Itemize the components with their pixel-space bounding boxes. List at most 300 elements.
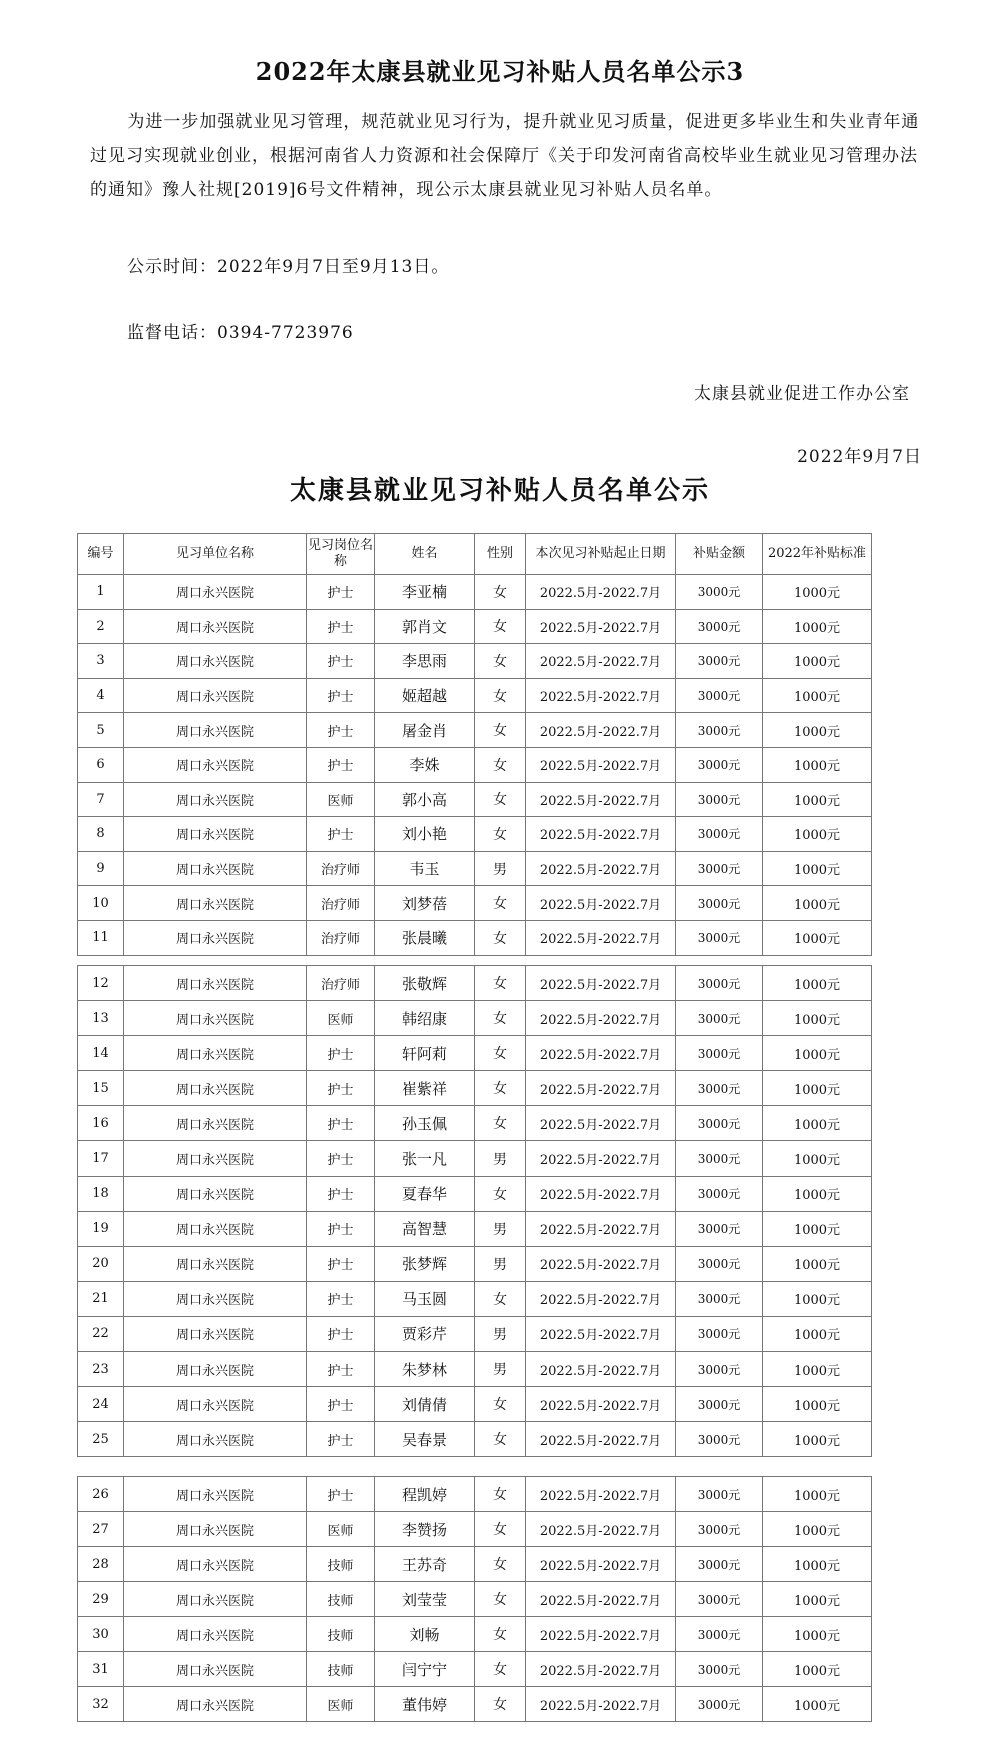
table-row (78, 1652, 872, 1687)
cell-amount: 3000元 (676, 851, 763, 886)
cell-amount: 3000元 (676, 1387, 763, 1422)
cell-unit: 周口永兴医院 (124, 1141, 307, 1176)
table-row (78, 1477, 872, 1512)
header-position: 见习岗位名称 (307, 534, 375, 575)
cell-position: 护士 (307, 1316, 375, 1351)
table-row (78, 1422, 872, 1457)
header-unit: 见习单位名称 (124, 534, 307, 575)
cell-position: 护士 (307, 1106, 375, 1141)
cell-gender: 女 (475, 713, 526, 748)
cell-number: 24 (78, 1387, 124, 1422)
cell-number: 29 (78, 1582, 124, 1617)
cell-amount: 3000元 (676, 1582, 763, 1617)
cell-amount: 3000元 (676, 575, 763, 610)
table-row (78, 1617, 872, 1652)
table-row (78, 1211, 872, 1246)
cell-period: 2022.5月-2022.7月 (526, 1211, 676, 1246)
cell-name: 李赞扬 (375, 1512, 475, 1547)
cell-period: 2022.5月-2022.7月 (526, 920, 676, 955)
cell-gender: 女 (475, 1071, 526, 1106)
cell-number: 14 (78, 1036, 124, 1071)
cell-standard: 1000元 (763, 678, 872, 713)
table-row (78, 1001, 872, 1036)
cell-standard: 1000元 (763, 1617, 872, 1652)
cell-standard: 1000元 (763, 575, 872, 610)
cell-period: 2022.5月-2022.7月 (526, 1106, 676, 1141)
cell-period: 2022.5月-2022.7月 (526, 575, 676, 610)
cell-period: 2022.5月-2022.7月 (526, 1477, 676, 1512)
cell-gender: 女 (475, 1547, 526, 1582)
cell-gender: 女 (475, 966, 526, 1001)
cell-position: 护士 (307, 609, 375, 644)
cell-standard: 1000元 (763, 1422, 872, 1457)
notice-title: 2022年太康县就业见习补贴人员名单公示3 (255, 57, 745, 86)
cell-position: 医师 (307, 1512, 375, 1547)
cell-standard: 1000元 (763, 1211, 872, 1246)
cell-period: 2022.5月-2022.7月 (526, 1617, 676, 1652)
table-row (78, 575, 872, 610)
cell-period: 2022.5月-2022.7月 (526, 1422, 676, 1457)
cell-period: 2022.5月-2022.7月 (526, 1652, 676, 1687)
table-row (78, 1141, 872, 1176)
cell-position: 护士 (307, 1281, 375, 1316)
cell-unit: 周口永兴医院 (124, 817, 307, 852)
table-row (78, 1071, 872, 1106)
cell-number: 17 (78, 1141, 124, 1176)
cell-standard: 1000元 (763, 1352, 872, 1387)
cell-gender: 女 (475, 747, 526, 782)
cell-number: 13 (78, 1001, 124, 1036)
notice-intro: 为进一步加强就业见习管理，规范就业见习行为，提升就业见习质量，促进更多毕业生和失业青年通过见习实现就业创业，根据河南省人力资源和社会保障厅《关于印发河南省高校毕业生就业见习管理办法的通知》豫人社规[2019]6号文件精神，现公示太康县就业见习补贴人员名单。 (90, 112, 920, 200)
cell-period: 2022.5月-2022.7月 (526, 886, 676, 921)
cell-number: 22 (78, 1316, 124, 1351)
cell-name: 刘小艳 (375, 817, 475, 852)
cell-name: 刘畅 (375, 1617, 475, 1652)
cell-position: 护士 (307, 1422, 375, 1457)
cell-period: 2022.5月-2022.7月 (526, 1582, 676, 1617)
table-row (78, 886, 872, 921)
cell-unit: 周口永兴医院 (124, 1211, 307, 1246)
table-row (78, 1246, 872, 1281)
cell-position: 技师 (307, 1652, 375, 1687)
cell-position: 护士 (307, 678, 375, 713)
cell-number: 6 (78, 747, 124, 782)
cell-unit: 周口永兴医院 (124, 575, 307, 610)
cell-gender: 女 (475, 1512, 526, 1547)
cell-gender: 男 (475, 1211, 526, 1246)
table-row (78, 851, 872, 886)
cell-period: 2022.5月-2022.7月 (526, 678, 676, 713)
cell-period: 2022.5月-2022.7月 (526, 1387, 676, 1422)
table-row (78, 1176, 872, 1211)
cell-position: 技师 (307, 1547, 375, 1582)
cell-amount: 3000元 (676, 1211, 763, 1246)
cell-name: 张梦辉 (375, 1246, 475, 1281)
cell-amount: 3000元 (676, 920, 763, 955)
cell-unit: 周口永兴医院 (124, 1001, 307, 1036)
cell-gender: 女 (475, 1387, 526, 1422)
cell-standard: 1000元 (763, 1071, 872, 1106)
cell-unit: 周口永兴医院 (124, 1281, 307, 1316)
cell-amount: 3000元 (676, 817, 763, 852)
cell-position: 治疗师 (307, 851, 375, 886)
cell-amount: 3000元 (676, 1352, 763, 1387)
cell-position: 护士 (307, 1036, 375, 1071)
cell-number: 21 (78, 1281, 124, 1316)
table-row (78, 644, 872, 679)
cell-unit: 周口永兴医院 (124, 1036, 307, 1071)
subsidy-table-part-2 (77, 965, 872, 1457)
cell-number: 32 (78, 1687, 124, 1722)
cell-period: 2022.5月-2022.7月 (526, 1071, 676, 1106)
table-row (78, 920, 872, 955)
cell-period: 2022.5月-2022.7月 (526, 644, 676, 679)
cell-number: 18 (78, 1176, 124, 1211)
cell-standard: 1000元 (763, 609, 872, 644)
cell-gender: 男 (475, 1316, 526, 1351)
cell-unit: 周口永兴医院 (124, 966, 307, 1001)
cell-standard: 1000元 (763, 1582, 872, 1617)
cell-name: 董伟婷 (375, 1687, 475, 1722)
cell-standard: 1000元 (763, 1106, 872, 1141)
cell-unit: 周口永兴医院 (124, 1477, 307, 1512)
cell-unit: 周口永兴医院 (124, 1687, 307, 1722)
cell-gender: 女 (475, 1477, 526, 1512)
cell-unit: 周口永兴医院 (124, 851, 307, 886)
cell-standard: 1000元 (763, 747, 872, 782)
cell-period: 2022.5月-2022.7月 (526, 1512, 676, 1547)
cell-number: 12 (78, 966, 124, 1001)
cell-position: 护士 (307, 1176, 375, 1211)
cell-period: 2022.5月-2022.7月 (526, 966, 676, 1001)
issuing-office: 太康县就业促进工作办公室 (694, 384, 910, 404)
table-row (78, 1547, 872, 1582)
cell-standard: 1000元 (763, 920, 872, 955)
cell-unit: 周口永兴医院 (124, 886, 307, 921)
cell-position: 护士 (307, 1352, 375, 1387)
cell-standard: 1000元 (763, 886, 872, 921)
cell-number: 28 (78, 1547, 124, 1582)
cell-standard: 1000元 (763, 1316, 872, 1351)
cell-number: 16 (78, 1106, 124, 1141)
cell-name: 高智慧 (375, 1211, 475, 1246)
cell-position: 治疗师 (307, 966, 375, 1001)
cell-unit: 周口永兴医院 (124, 1176, 307, 1211)
cell-name: 朱梦林 (375, 1352, 475, 1387)
cell-position: 护士 (307, 817, 375, 852)
cell-gender: 男 (475, 1352, 526, 1387)
cell-gender: 女 (475, 1036, 526, 1071)
header-number: 编号 (78, 534, 124, 575)
cell-number: 31 (78, 1652, 124, 1687)
cell-standard: 1000元 (763, 1141, 872, 1176)
cell-period: 2022.5月-2022.7月 (526, 1001, 676, 1036)
cell-position: 护士 (307, 1246, 375, 1281)
table-row (78, 817, 872, 852)
cell-unit: 周口永兴医院 (124, 1071, 307, 1106)
cell-standard: 1000元 (763, 1477, 872, 1512)
table-header-row (78, 534, 872, 575)
cell-amount: 3000元 (676, 1316, 763, 1351)
cell-number: 10 (78, 886, 124, 921)
cell-amount: 3000元 (676, 713, 763, 748)
cell-number: 9 (78, 851, 124, 886)
cell-amount: 3000元 (676, 644, 763, 679)
cell-position: 护士 (307, 644, 375, 679)
cell-gender: 女 (475, 609, 526, 644)
table-row (78, 1582, 872, 1617)
header-gender: 性别 (475, 534, 526, 575)
cell-position: 技师 (307, 1617, 375, 1652)
cell-gender: 女 (475, 575, 526, 610)
subsidy-table-part-3 (77, 1476, 872, 1722)
cell-period: 2022.5月-2022.7月 (526, 1141, 676, 1176)
cell-name: 闫宁宁 (375, 1652, 475, 1687)
cell-number: 19 (78, 1211, 124, 1246)
cell-amount: 3000元 (676, 1652, 763, 1687)
cell-amount: 3000元 (676, 1617, 763, 1652)
cell-amount: 3000元 (676, 1176, 763, 1211)
cell-name: 张一凡 (375, 1141, 475, 1176)
table-row (78, 1352, 872, 1387)
cell-standard: 1000元 (763, 966, 872, 1001)
cell-gender: 女 (475, 920, 526, 955)
cell-period: 2022.5月-2022.7月 (526, 1246, 676, 1281)
cell-unit: 周口永兴医院 (124, 782, 307, 817)
cell-position: 护士 (307, 1211, 375, 1246)
cell-position: 护士 (307, 713, 375, 748)
cell-unit: 周口永兴医院 (124, 1547, 307, 1582)
cell-amount: 3000元 (676, 1281, 763, 1316)
cell-gender: 女 (475, 1687, 526, 1722)
cell-name: 李姝 (375, 747, 475, 782)
cell-amount: 3000元 (676, 1001, 763, 1036)
cell-position: 医师 (307, 1001, 375, 1036)
cell-period: 2022.5月-2022.7月 (526, 1687, 676, 1722)
cell-standard: 1000元 (763, 1387, 872, 1422)
cell-name: 刘莹莹 (375, 1582, 475, 1617)
cell-gender: 女 (475, 782, 526, 817)
cell-period: 2022.5月-2022.7月 (526, 1036, 676, 1071)
table-row (78, 1387, 872, 1422)
cell-unit: 周口永兴医院 (124, 1512, 307, 1547)
cell-name: 姬超越 (375, 678, 475, 713)
cell-period: 2022.5月-2022.7月 (526, 782, 676, 817)
table-row (78, 609, 872, 644)
cell-name: 屠金肖 (375, 713, 475, 748)
cell-amount: 3000元 (676, 609, 763, 644)
cell-position: 医师 (307, 1687, 375, 1722)
cell-standard: 1000元 (763, 1512, 872, 1547)
cell-amount: 3000元 (676, 678, 763, 713)
cell-standard: 1000元 (763, 1246, 872, 1281)
cell-unit: 周口永兴医院 (124, 713, 307, 748)
cell-number: 27 (78, 1512, 124, 1547)
cell-name: 张敬辉 (375, 966, 475, 1001)
cell-number: 11 (78, 920, 124, 955)
cell-unit: 周口永兴医院 (124, 1316, 307, 1351)
cell-amount: 3000元 (676, 1036, 763, 1071)
cell-standard: 1000元 (763, 644, 872, 679)
table-row (78, 1687, 872, 1722)
cell-period: 2022.5月-2022.7月 (526, 851, 676, 886)
cell-number: 26 (78, 1477, 124, 1512)
cell-name: 郭肖文 (375, 609, 475, 644)
cell-amount: 3000元 (676, 1106, 763, 1141)
table-title: 太康县就业见习补贴人员名单公示 (289, 476, 710, 506)
cell-number: 15 (78, 1071, 124, 1106)
table-row (78, 747, 872, 782)
table-row (78, 966, 872, 1001)
cell-name: 马玉圆 (375, 1281, 475, 1316)
header-name: 姓名 (375, 534, 475, 575)
cell-number: 2 (78, 609, 124, 644)
cell-name: 张晨曦 (375, 920, 475, 955)
cell-position: 技师 (307, 1582, 375, 1617)
cell-name: 韩绍康 (375, 1001, 475, 1036)
cell-name: 王苏奇 (375, 1547, 475, 1582)
table-row (78, 1512, 872, 1547)
cell-position: 护士 (307, 575, 375, 610)
cell-unit: 周口永兴医院 (124, 1246, 307, 1281)
cell-position: 护士 (307, 1141, 375, 1176)
cell-unit: 周口永兴医院 (124, 1352, 307, 1387)
cell-number: 4 (78, 678, 124, 713)
cell-standard: 1000元 (763, 1176, 872, 1211)
cell-name: 孙玉佩 (375, 1106, 475, 1141)
notice-period: 公示时间：2022年9月7日至9月13日。 (127, 257, 450, 277)
cell-amount: 3000元 (676, 1141, 763, 1176)
cell-period: 2022.5月-2022.7月 (526, 1547, 676, 1582)
cell-amount: 3000元 (676, 747, 763, 782)
cell-gender: 女 (475, 1582, 526, 1617)
subsidy-table-part-1 (77, 533, 872, 956)
cell-gender: 女 (475, 1422, 526, 1457)
header-standard: 2022年补贴标准 (763, 534, 872, 575)
cell-position: 护士 (307, 1477, 375, 1512)
cell-gender: 男 (475, 1141, 526, 1176)
cell-position: 治疗师 (307, 886, 375, 921)
cell-number: 8 (78, 817, 124, 852)
cell-number: 20 (78, 1246, 124, 1281)
cell-amount: 3000元 (676, 1422, 763, 1457)
cell-number: 23 (78, 1352, 124, 1387)
cell-amount: 3000元 (676, 1477, 763, 1512)
cell-period: 2022.5月-2022.7月 (526, 609, 676, 644)
cell-gender: 女 (475, 1617, 526, 1652)
cell-unit: 周口永兴医院 (124, 644, 307, 679)
supervision-phone: 监督电话：0394-7723976 (127, 323, 354, 343)
cell-standard: 1000元 (763, 1687, 872, 1722)
cell-period: 2022.5月-2022.7月 (526, 1281, 676, 1316)
cell-name: 吴春景 (375, 1422, 475, 1457)
cell-gender: 女 (475, 886, 526, 921)
cell-period: 2022.5月-2022.7月 (526, 1352, 676, 1387)
cell-gender: 女 (475, 1652, 526, 1687)
cell-amount: 3000元 (676, 966, 763, 1001)
cell-unit: 周口永兴医院 (124, 1106, 307, 1141)
cell-standard: 1000元 (763, 1036, 872, 1071)
cell-name: 刘梦蓓 (375, 886, 475, 921)
cell-amount: 3000元 (676, 886, 763, 921)
cell-gender: 女 (475, 1281, 526, 1316)
cell-unit: 周口永兴医院 (124, 1652, 307, 1687)
cell-position: 护士 (307, 747, 375, 782)
cell-number: 30 (78, 1617, 124, 1652)
cell-gender: 女 (475, 817, 526, 852)
cell-gender: 女 (475, 644, 526, 679)
cell-period: 2022.5月-2022.7月 (526, 1316, 676, 1351)
cell-name: 夏春华 (375, 1176, 475, 1211)
cell-unit: 周口永兴医院 (124, 678, 307, 713)
cell-name: 刘倩倩 (375, 1387, 475, 1422)
cell-amount: 3000元 (676, 1687, 763, 1722)
cell-unit: 周口永兴医院 (124, 1582, 307, 1617)
header-period: 本次见习补贴起止日期 (526, 534, 676, 575)
cell-standard: 1000元 (763, 851, 872, 886)
cell-period: 2022.5月-2022.7月 (526, 713, 676, 748)
cell-name: 郭小高 (375, 782, 475, 817)
cell-name: 韦玉 (375, 851, 475, 886)
cell-gender: 女 (475, 678, 526, 713)
cell-gender: 女 (475, 1001, 526, 1036)
cell-amount: 3000元 (676, 1547, 763, 1582)
cell-position: 医师 (307, 782, 375, 817)
cell-name: 贾彩芹 (375, 1316, 475, 1351)
cell-unit: 周口永兴医院 (124, 609, 307, 644)
cell-standard: 1000元 (763, 817, 872, 852)
cell-standard: 1000元 (763, 713, 872, 748)
cell-gender: 男 (475, 851, 526, 886)
cell-standard: 1000元 (763, 1001, 872, 1036)
cell-amount: 3000元 (676, 1246, 763, 1281)
cell-position: 护士 (307, 1071, 375, 1106)
table-row (78, 1316, 872, 1351)
cell-unit: 周口永兴医院 (124, 747, 307, 782)
cell-position: 护士 (307, 1387, 375, 1422)
cell-period: 2022.5月-2022.7月 (526, 747, 676, 782)
cell-name: 李思雨 (375, 644, 475, 679)
cell-name: 程凯婷 (375, 1477, 475, 1512)
cell-standard: 1000元 (763, 782, 872, 817)
cell-number: 7 (78, 782, 124, 817)
cell-standard: 1000元 (763, 1652, 872, 1687)
cell-amount: 3000元 (676, 1071, 763, 1106)
cell-amount: 3000元 (676, 1512, 763, 1547)
table-row (78, 678, 872, 713)
cell-gender: 女 (475, 1106, 526, 1141)
cell-unit: 周口永兴医院 (124, 1387, 307, 1422)
cell-number: 25 (78, 1422, 124, 1457)
cell-name: 轩阿莉 (375, 1036, 475, 1071)
cell-unit: 周口永兴医院 (124, 1617, 307, 1652)
header-amount: 补贴金额 (676, 534, 763, 575)
table-row (78, 1106, 872, 1141)
cell-amount: 3000元 (676, 782, 763, 817)
cell-standard: 1000元 (763, 1281, 872, 1316)
table-row (78, 1281, 872, 1316)
cell-period: 2022.5月-2022.7月 (526, 1176, 676, 1211)
table-row (78, 713, 872, 748)
cell-name: 李亚楠 (375, 575, 475, 610)
cell-period: 2022.5月-2022.7月 (526, 817, 676, 852)
issue-date: 2022年9月7日 (797, 447, 922, 467)
cell-number: 1 (78, 575, 124, 610)
cell-position: 治疗师 (307, 920, 375, 955)
cell-unit: 周口永兴医院 (124, 1422, 307, 1457)
cell-unit: 周口永兴医院 (124, 920, 307, 955)
cell-gender: 男 (475, 1246, 526, 1281)
